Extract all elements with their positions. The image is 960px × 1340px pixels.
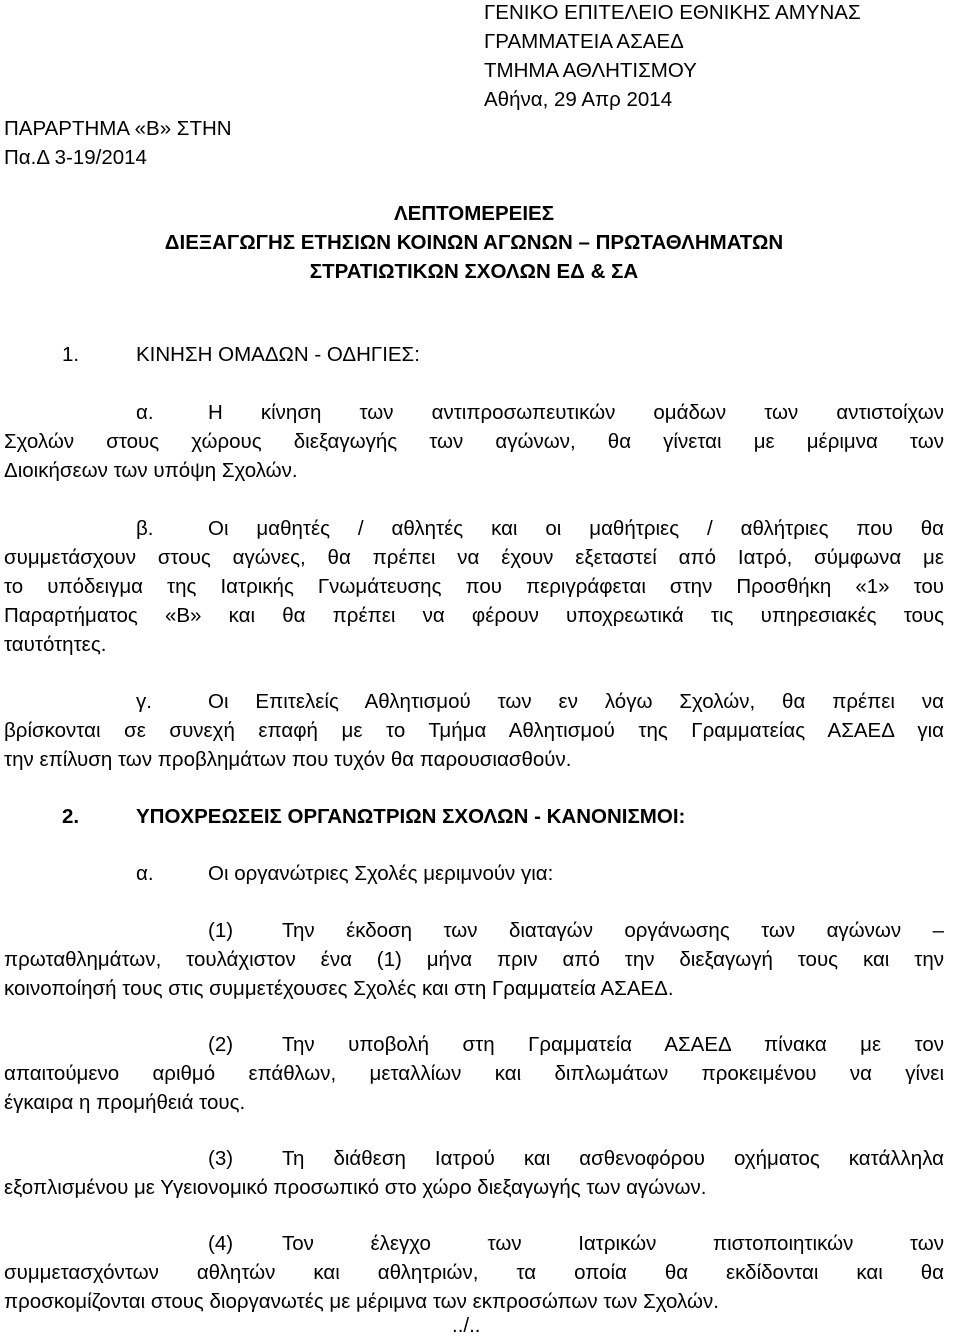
- para-1a-line-2: Σχολών στους χώρους διεξαγωγής των αγώνων, θα γίνεται με μέριμνα των: [4, 430, 944, 453]
- para-1a-marker: α.: [136, 401, 154, 424]
- section-1-heading: ΚΙΝΗΣΗ ΟΜΑΔΩΝ - ΟΔΗΓΙΕΣ:: [136, 343, 420, 366]
- para-1c-line-3: την επίλυση των προβλημάτων που τυχόν θα παρουσιασθούν.: [4, 748, 572, 771]
- annex-line-2: Πα.Δ 3-19/2014: [4, 146, 147, 169]
- para-1a-line-1: Η κίνηση των αντιπροσωπευτικών ομάδων των αντιστοίχων: [208, 401, 944, 424]
- para-2a-intro: Οι οργανώτριες Σχολές μεριμνούν για:: [208, 862, 554, 885]
- org-line-1: ΓΕΝΙΚΟ ΕΠΙΤΕΛΕΙΟ ΕΘΝΙΚΗΣ ΑΜΥΝΑΣ: [484, 1, 861, 24]
- title-line-2: ΔΙΕΞΑΓΩΓΗΣ ΕΤΗΣΙΩΝ ΚΟΙΝΩΝ ΑΓΩΝΩΝ – ΠΡΩΤΑΘΛΗΜΑΤΩΝ: [164, 231, 784, 254]
- para-1b-marker: β.: [136, 517, 154, 540]
- para-1b-line-5: ταυτότητες.: [4, 633, 107, 656]
- item-4-line-1: Τον έλεγχο των Ιατρικών πιστοποιητικών των: [282, 1232, 944, 1255]
- para-1c-marker: γ.: [136, 690, 152, 713]
- para-1b-line-4: Παραρτήματος «Β» και θα πρέπει να φέρουν υποχρεωτικά τις υπηρεσιακές τους: [4, 604, 944, 627]
- item-4-number: (4): [208, 1232, 234, 1255]
- para-1c-line-2: βρίσκονται σε συνεχή επαφή με το Τμήμα Αθλητισμού της Γραμματείας ΑΣΑΕΔ για: [4, 719, 944, 742]
- para-2a-marker: α.: [136, 862, 154, 885]
- item-4-line-2: συμμετασχόντων αθλητών και αθλητριών, τα οποία θα εκδίδονται και θα: [4, 1261, 944, 1284]
- para-1b-line-2: συμμετάσχουν στους αγώνες, θα πρέπει να έχουν εξεταστεί από Ιατρό, σύμφωνα με: [4, 546, 944, 569]
- item-2-line-2: απαιτούμενο αριθμό επάθλων, μεταλλίων και διπλωμάτων προκειμένου να γίνει: [4, 1062, 944, 1085]
- para-1b-line-3: το υπόδειγμα της Ιατρικής Γνωμάτευσης που περιγράφεται στην Προσθήκη «1» του: [4, 575, 944, 598]
- document-date: Αθήνα, 29 Απρ 2014: [484, 88, 673, 111]
- item-1-line-1: Την έκδοση των διαταγών οργάνωσης των αγώνων –: [282, 919, 944, 942]
- para-1a-line-3: Διοικήσεων των υπόψη Σχολών.: [4, 459, 298, 482]
- item-3-line-2: εξοπλισμένου με Υγειονομικό προσωπικό στο χώρο διεξαγωγής των αγώνων.: [4, 1176, 707, 1199]
- item-1-line-2: πρωταθλημάτων, τουλάχιστον ένα (1) μήνα πριν από την διεξαγωγή τους και την: [4, 948, 944, 971]
- item-2-line-1: Την υποβολή στη Γραμματεία ΑΣΑΕΔ πίνακα με τον: [282, 1033, 944, 1056]
- item-2-number: (2): [208, 1033, 234, 1056]
- item-4-line-3: προσκομίζονται στους διοργανωτές με μέριμνα των εκπροσώπων των Σχολών.: [4, 1290, 719, 1313]
- org-line-2: ΓΡΑΜΜΑΤΕΙΑ ΑΣΑΕΔ: [484, 30, 684, 53]
- continuation-mark: ../..: [452, 1314, 481, 1337]
- section-2-number: 2.: [62, 805, 80, 828]
- item-1-line-3: κοινοποίησή τους στις συμμετέχουσες Σχολές και στη Γραμματεία ΑΣΑΕΔ.: [4, 977, 674, 1000]
- item-2-line-3: έγκαιρα η προμήθειά τους.: [4, 1091, 246, 1114]
- title-line-1: ΛΕΠΤΟΜΕΡΕΙΕΣ: [393, 202, 555, 225]
- para-1b-line-1: Οι μαθητές / αθλητές και οι μαθήτριες / αθλήτριες που θα: [208, 517, 944, 540]
- title-line-3: ΣΤΡΑΤΙΩΤΙΚΩΝ ΣΧΟΛΩΝ ΕΔ & ΣΑ: [309, 260, 639, 283]
- section-1-number: 1.: [62, 343, 80, 366]
- item-3-number: (3): [208, 1147, 234, 1170]
- item-1-number: (1): [208, 919, 234, 942]
- item-3-line-1: Τη διάθεση Ιατρού και ασθενοφόρου οχήματος κατάλληλα: [282, 1147, 944, 1170]
- para-1c-line-1: Οι Επιτελείς Αθλητισμού των εν λόγω Σχολών, θα πρέπει να: [208, 690, 944, 713]
- section-2-heading: ΥΠΟΧΡΕΩΣΕΙΣ ΟΡΓΑΝΩΤΡΙΩΝ ΣΧΟΛΩΝ - ΚΑΝΟΝΙΣΜΟΙ:: [136, 805, 686, 828]
- annex-line-1: ΠΑΡΑΡΤΗΜΑ «Β» ΣΤΗΝ: [4, 117, 232, 140]
- org-line-3: ΤΜΗΜΑ ΑΘΛΗΤΙΣΜΟΥ: [484, 59, 697, 82]
